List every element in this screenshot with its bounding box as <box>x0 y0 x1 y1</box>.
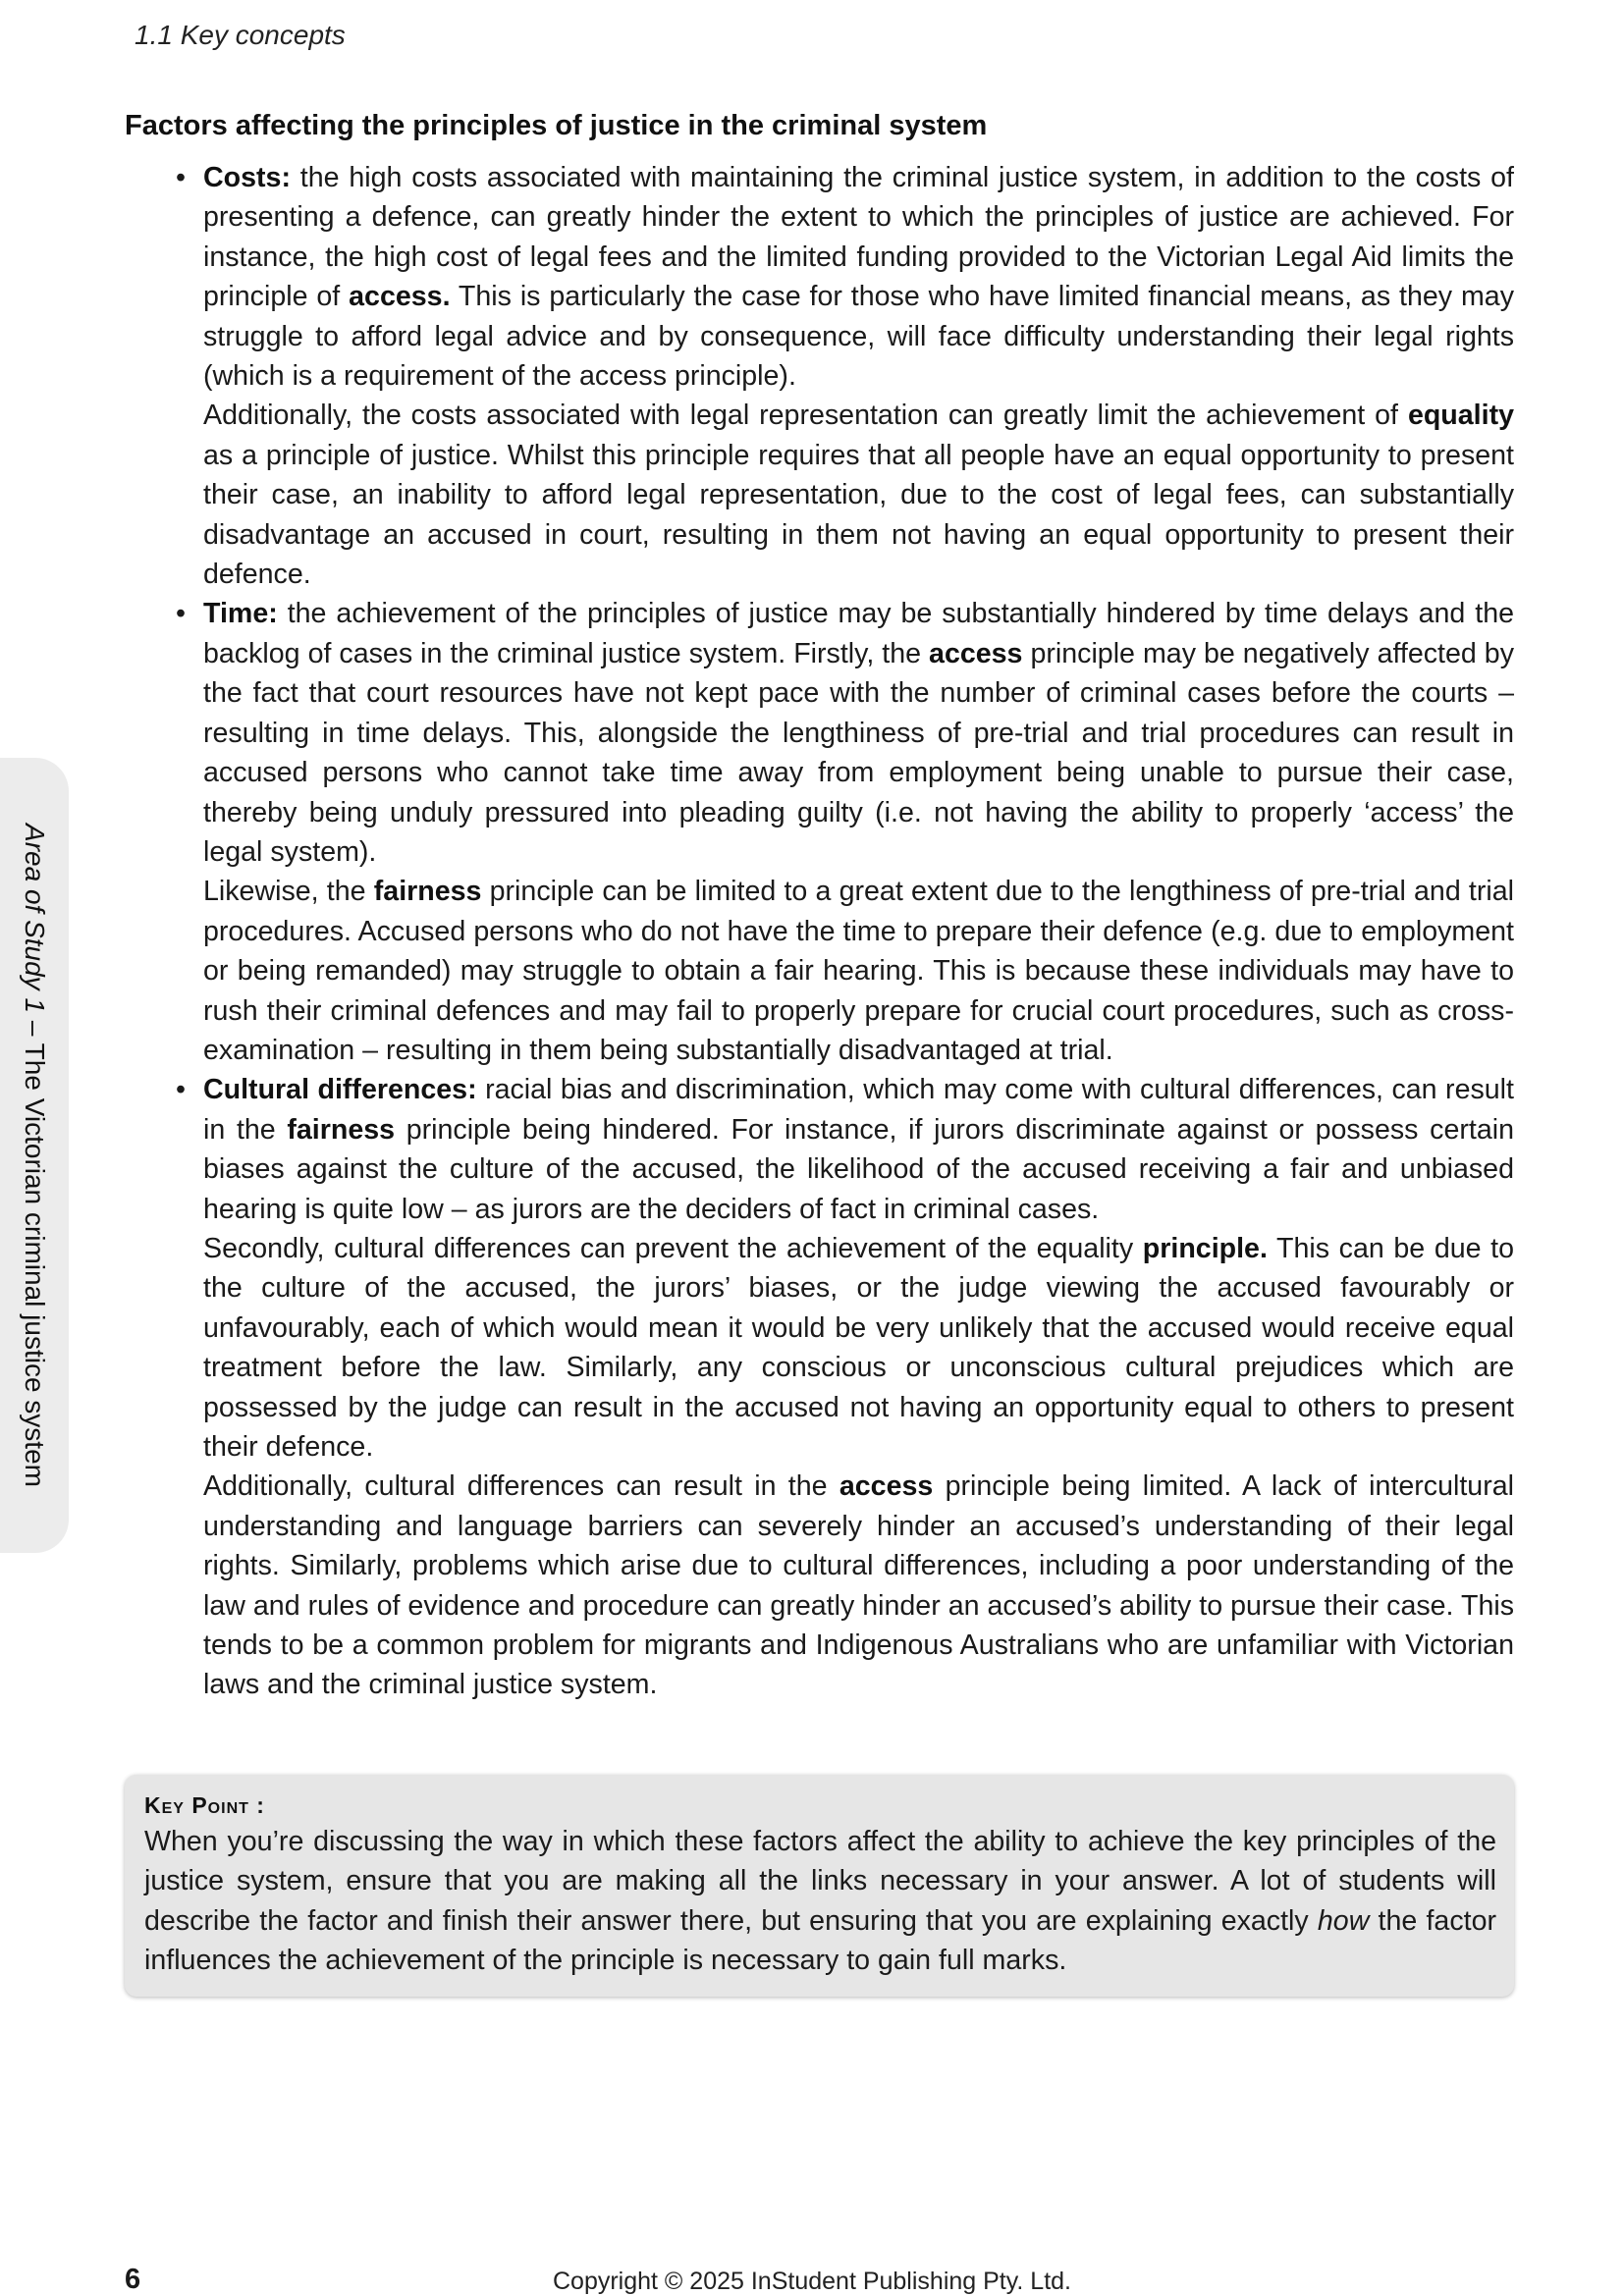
body-text: principle being hindered. For instance, if jurors discriminate against or possess certain biases against the culture of the accused, the likelihood of the accused receiving a fair and unbiased hearing is quite low – as jurors are the deciders of fact in criminal cases. <box>203 1113 1514 1225</box>
factor-paragraph <box>203 1070 1514 1229</box>
factors-list <box>176 158 1515 1705</box>
factor-paragraph <box>203 396 1514 594</box>
emphasis-text: fairness <box>373 876 482 908</box>
factor-paragraph <box>203 158 1514 396</box>
emphasis-text: access <box>839 1470 934 1503</box>
body-text: This can be due to the culture of the accused, the jurors’ biases, or the judge viewing the accused favourably or unfavourably, each of which would mean it would be very unlikely that the accused would receive equal treatment before the law. Similarly, any conscious or unconscious cultural prejudices which are possessed by the judge can result in the accused not having an opportunity equal to others to present their defence. <box>203 1232 1515 1463</box>
running-head: 1.1 Key concepts <box>135 20 346 50</box>
factor-label: Cultural differences: <box>203 1074 477 1106</box>
body-text: the achievement of the principles of justice may be substantially hindered by time delays and the backlog of cases in the criminal justice system. Firstly, the <box>203 598 1514 669</box>
emphasis-text: how <box>1317 1904 1370 1937</box>
body-text: the factor influences the achievement of the principle is necessary to gain full marks. <box>144 1904 1497 1977</box>
factor-label: Costs: <box>203 162 291 193</box>
emphasis-text: fairness <box>287 1113 396 1146</box>
bullet-icon: • <box>176 598 187 630</box>
body-text: Additionally, the costs associated with legal representation can greatly limit the achievement of <box>203 400 1408 432</box>
side-tab-label-italic: Area of Study 1 <box>20 824 50 1014</box>
factor-item <box>176 594 1515 1070</box>
body-text: racial bias and discrimination, which may come with cultural differences, can result in the <box>203 1074 1514 1146</box>
body-text: Likewise, the <box>203 876 374 908</box>
body-text: the high costs associated with maintaining the criminal justice system, in addition to the costs of presenting a defence, can greatly hinder the extent to which the principles of justice are achieved. For instance, the high cost of legal fees and the limited funding provided to the Victorian Legal Aid limits the principle of <box>203 162 1514 313</box>
body-text: principle being limited. A lack of intercultural understanding and language barriers can severely hinder an accused’s understanding of their legal rights. Similarly, problems which arise due to cultural differences, including a poor understanding of the law and rules of evidence and procedure can greatly hinder an accused’s ability to pursue their case. This tends to be a common problem for migrants and Indigenous Australians who are unfamiliar with Victorian laws and the criminal justice system. <box>203 1470 1514 1701</box>
emphasis-text: equality <box>1407 400 1514 432</box>
bullet-icon: • <box>176 162 187 193</box>
body-text: as a principle of justice. Whilst this principle requires that all people have an equal opportunity to present their case, an inability to afford legal representation, due to the cost of legal fees, can substantially disadvantage an accused in court, resulting in them not having an equal opportunity to present their defence. <box>203 439 1514 591</box>
emphasis-text: principle. <box>1142 1232 1268 1264</box>
page-number: 6 <box>125 2264 141 2295</box>
body-text: When you’re discussing the way in which these factors affect the ability to achieve the key principles of the justice system, ensure that you are making all the links necessary in your answer. A lot of students will describe the factor and finish their answer there, but ensuring that you are explaining exactly <box>144 1826 1496 1937</box>
factor-paragraph <box>203 872 1514 1070</box>
factor-item <box>176 1070 1515 1705</box>
side-tab-label <box>19 824 50 1487</box>
body-text: This is particularly the case for those who have limited financial means, as they may struggle to afford legal advice and by consequence, will face difficulty understanding their legal rights (which is a requirement of the access principle). <box>203 281 1514 393</box>
copyright-notice: Copyright © 2025 InStudent Publishing Pty. Ltd. <box>552 2268 1071 2295</box>
factor-label: Time: <box>203 598 278 630</box>
section-heading: Factors affecting the principles of justice in the criminal system <box>125 110 988 141</box>
body-text: principle may be negatively affected by the fact that court resources have not kept pace with the number of criminal cases before the courts – resulting in time delays. This, alongside the lengthiness of pre-trial and trial procedures can result in accused persons who cannot take time away from employment being unable to pursue their case, thereby being unduly pressured into pleading guilty (i.e. not having the ability to properly ‘access’ the legal system). <box>203 637 1515 868</box>
bullet-icon: • <box>176 1074 187 1106</box>
key-point-title: Key Point : <box>144 1792 265 1818</box>
factor-paragraph <box>203 594 1514 872</box>
emphasis-text: access. <box>349 281 451 313</box>
factor-paragraph <box>203 1229 1514 1467</box>
side-tab-label-rest: – The Victorian criminal justice system <box>20 1013 50 1487</box>
factor-item <box>176 158 1514 594</box>
key-point-body <box>144 1822 1496 1981</box>
key-point-box <box>125 1775 1514 1997</box>
emphasis-text: access <box>929 637 1023 669</box>
body-text: Additionally, cultural differences can result in the <box>203 1470 839 1503</box>
body-text: Secondly, cultural differences can prevent the achievement of the equality <box>203 1232 1143 1264</box>
factor-paragraph <box>203 1467 1514 1704</box>
body-text: principle can be limited to a great extent due to the lengthiness of pre-trial and trial procedures. Accused persons who do not have the time to prepare their defence (e.g. due to employment or being remanded) may struggle to obtain a fair hearing. This is because these individuals may have to rush their criminal defences and may fail to properly prepare for crucial court procedures, such as cross-examination – resulting in them being substantially disadvantaged at trial. <box>203 876 1514 1066</box>
